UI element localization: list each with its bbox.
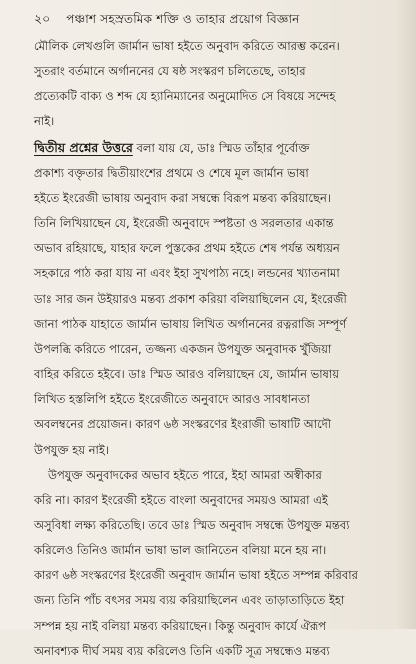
page-edge-shadow — [396, 0, 416, 629]
text-line — [34, 161, 390, 186]
text-line — [34, 59, 390, 84]
line-text: জানা পাঠক যাহাতে জার্মান ভাষায় লিখিত অর্গাননের রত্নরাজি সম্পূর্ণ — [34, 316, 347, 331]
line-text: তিনি লিখিয়াছেন যে, ইংরেজী অনুবাদে স্পষ্টতা ও সরলতার একান্ত — [34, 216, 334, 231]
text-line — [34, 513, 390, 538]
page-number: ২০ — [34, 11, 51, 26]
text-line — [34, 614, 390, 639]
line-text: প্রত্যেকটি বাক্য ও শব্দ যে হ্যানিম্যানের অনুমোদিত সে বিষয়ে সন্দেহ — [34, 89, 336, 104]
text-line — [34, 588, 390, 613]
line-text: সহকারে পাঠ করা যায় না এবং ইহা সুখপাঠ্য নহে। লন্ডনের খ্যাতনামা — [34, 266, 340, 281]
line-text: উপযুক্ত অনুবাদকের অভাব হইতে পারে, ইহা আমরা অস্বীকার — [48, 467, 322, 482]
text-line — [34, 211, 390, 236]
text-line — [34, 387, 390, 412]
text-line — [34, 236, 390, 261]
text-line — [34, 34, 390, 59]
line-text: করি না। কারণ ইংরেজী হইতে বাংলা অনুবাদের সময়ও আমরা এই — [34, 492, 328, 507]
text-line — [34, 186, 390, 211]
line-text: করিলেও তিনিও জার্মান ভাষা ভাল জানিতেন বলিয়া মনে হয় না। — [34, 543, 327, 558]
text-line — [34, 337, 390, 362]
text-line — [34, 463, 390, 488]
text-line — [34, 412, 390, 437]
line-text: নাই। — [34, 114, 55, 129]
line-text: উপলব্ধি করিতে পারেন, তজ্জন্য একজন উপযুক্ত অনুবাদক খুঁজিয়া — [34, 341, 332, 356]
text-line — [34, 538, 390, 563]
line-text: মৌলিক লেখগুলি জার্মান ভাষা হইতে অনুবাদ করিতে আরম্ভ করেন। — [34, 39, 340, 53]
text-line — [34, 84, 390, 109]
line-text: বাহির করিতে হইবে। ডাঃ স্মিড আরও বলিয়াছেন যে, জার্মান ভাষায় — [34, 367, 340, 382]
line-text: হইতে ইংরেজী ভাষায় অনুবাদ করা সম্বন্ধে বিরূপ মন্তব্য করিয়াছেন। — [34, 190, 331, 205]
line-text: প্রকাশ্য বক্তৃতার দ্বিতীয়াংশের প্রথমে ও শেষে মূল জার্মান ভাষা — [34, 165, 309, 180]
line-text: অসুবিধা লক্ষ্য করিতেছি। তবে ডাঃ স্মিড অনুবাদ সম্বন্ধে উপযুক্ত মন্তব্য — [34, 517, 350, 532]
text-line — [34, 438, 390, 463]
line-text: অবলম্বনের প্রয়োজন। কারণ ৬ষ্ঠ সংস্করণের ইংরাজী ভাষাটি আদৌ — [34, 417, 332, 432]
line-text: বলা যায় যে, ডাঃ স্মিড তাঁহার পূর্বোক্ত — [132, 140, 310, 155]
body-text — [34, 34, 390, 664]
text-line — [34, 287, 390, 312]
line-text: জন্য তিনি পাঁচ বৎসর সময় ব্যয় করিয়াছিলেন এবং তাড়াতাড়িতে ইহা — [34, 593, 345, 608]
text-line — [34, 135, 390, 161]
running-header — [34, 8, 390, 30]
text-line — [34, 362, 390, 387]
line-text: অনাবশ্যক দীর্ঘ সময় ব্যয় করিলেও তিনি একটি সূত্র সম্বন্ধেও মন্তব্য — [34, 643, 330, 658]
text-line — [34, 563, 390, 588]
text-line — [34, 639, 390, 664]
line-text: লিখিত হস্তলিপি হইতে ইংরেজীতে অনুবাদে আরও সাবধানতা — [34, 392, 310, 407]
line-text: সুতরাং বর্তমানে অর্গাননের যে ষষ্ঠ সংস্করণ চলিতেছে, তাহার — [34, 64, 306, 79]
line-text: অভাব রহিয়াছে, যাহার ফলে পুস্তকের প্রথম হইতে শেষ পর্যন্ত অধ্যয়ন — [34, 241, 340, 256]
line-text: ডাঃ সার জন উইয়ারও মন্তব্য প্রকাশ করিয়া বলিয়াছিলেন যে, ইংরেজী — [34, 291, 347, 306]
text-line — [34, 109, 390, 134]
text-line — [34, 261, 390, 286]
text-line — [34, 488, 390, 513]
text-line — [34, 312, 390, 337]
line-text: উপযুক্ত হয় নাই। — [34, 442, 109, 457]
line-text: সম্পন্ন হয় নাই বলিয়া মন্তব্য করিয়াছেন। কিন্তু অনুবাদ কার্যে ঐরূপ — [34, 618, 327, 633]
line-text: কারণ ৬ষ্ঠ সংস্করণের ইংরেজী অনুবাদ জার্মান ভাষা হইতে সম্পন্ন করিবার — [34, 568, 358, 583]
book-title: পঞ্চাশ সহস্রতমিক শক্তি ও তাহার প্রয়োগ বিজ্ঞান — [66, 12, 300, 26]
answer-lead-in: দ্বিতীয় প্রশ্নের উত্তরে — [34, 139, 133, 155]
